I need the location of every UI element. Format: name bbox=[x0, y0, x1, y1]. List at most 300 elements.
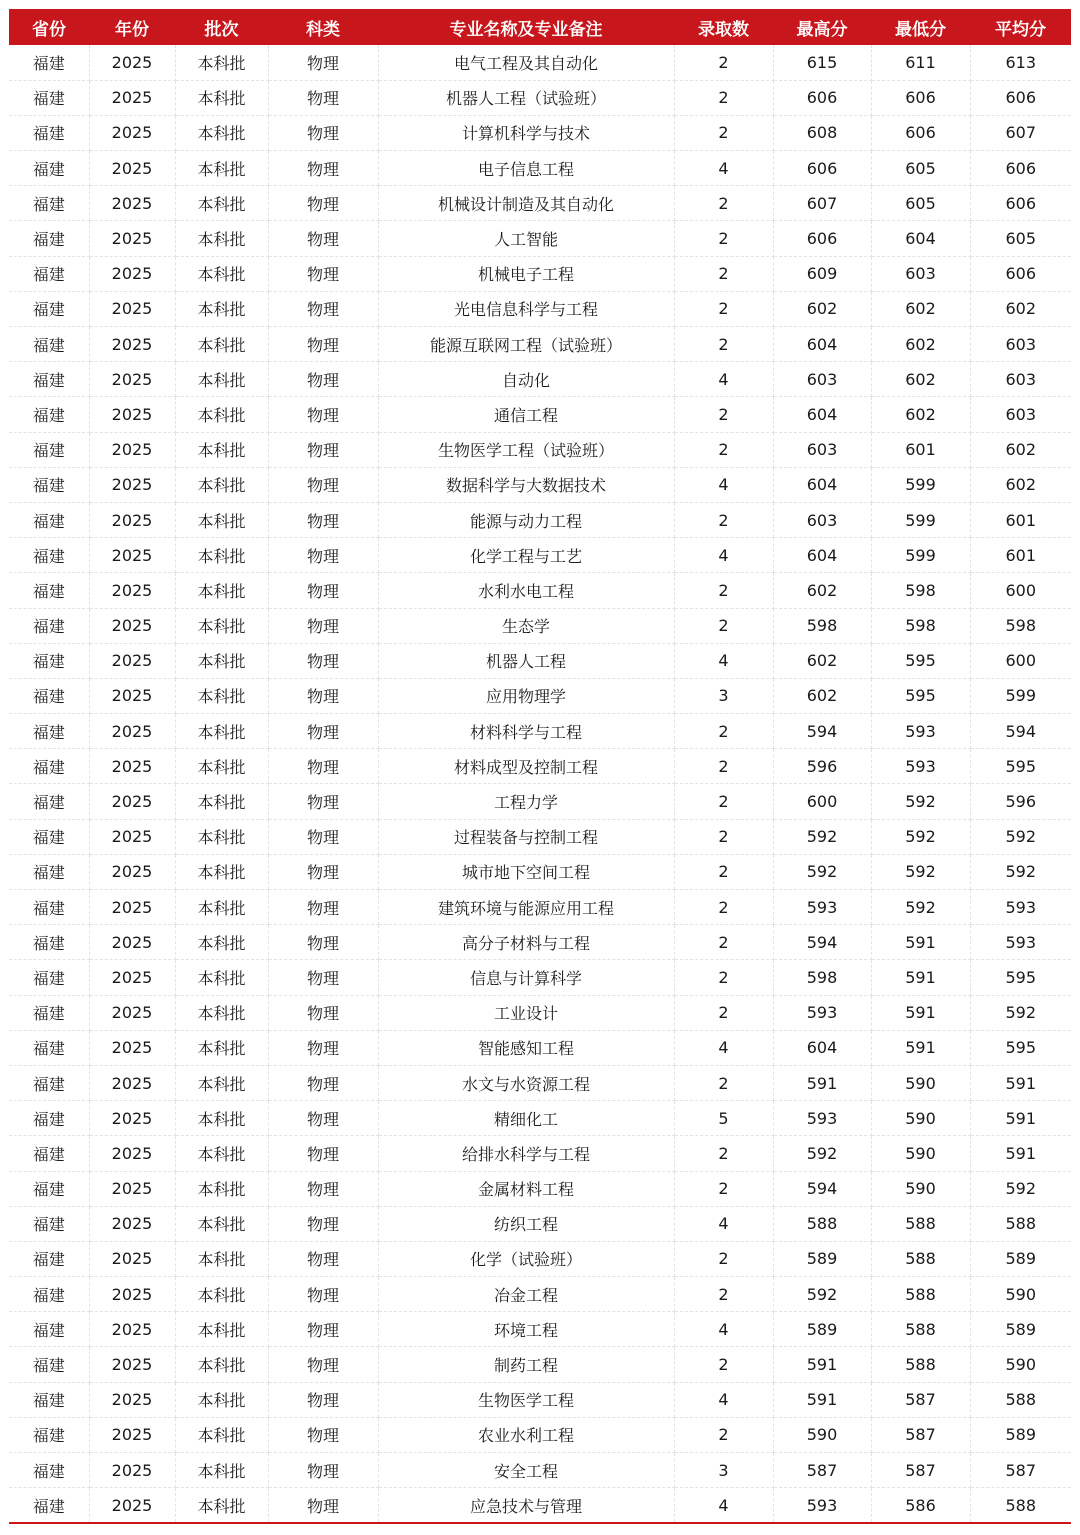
cell-subject-category: 物理 bbox=[268, 784, 378, 819]
cell-subject-category: 物理 bbox=[268, 1453, 378, 1488]
table-row bbox=[9, 960, 1071, 995]
table-row bbox=[9, 573, 1071, 608]
cell-max-score: 602 bbox=[773, 291, 871, 326]
cell-province: 福建 bbox=[9, 854, 89, 889]
cell-province: 福建 bbox=[9, 1382, 89, 1417]
cell-year: 2025 bbox=[89, 1453, 175, 1488]
cell-admission-count: 2 bbox=[674, 925, 773, 960]
cell-min-score: 588 bbox=[871, 1241, 970, 1276]
cell-subject-category: 物理 bbox=[268, 890, 378, 925]
cell-year: 2025 bbox=[89, 1030, 175, 1065]
cell-year: 2025 bbox=[89, 643, 175, 678]
cell-batch: 本科批 bbox=[175, 1030, 268, 1065]
cell-min-score: 593 bbox=[871, 714, 970, 749]
cell-avg-score: 590 bbox=[970, 1277, 1071, 1312]
cell-max-score: 589 bbox=[773, 1312, 871, 1347]
cell-major-name: 高分子材料与工程 bbox=[378, 925, 674, 960]
cell-avg-score: 590 bbox=[970, 1347, 1071, 1382]
cell-avg-score: 606 bbox=[970, 151, 1071, 186]
cell-major-name: 水利水电工程 bbox=[378, 573, 674, 608]
cell-max-score: 593 bbox=[773, 995, 871, 1030]
cell-avg-score: 595 bbox=[970, 749, 1071, 784]
cell-major-name: 应用物理学 bbox=[378, 678, 674, 713]
cell-admission-count: 4 bbox=[674, 1382, 773, 1417]
cell-province: 福建 bbox=[9, 1101, 89, 1136]
cell-major-name: 材料科学与工程 bbox=[378, 714, 674, 749]
cell-province: 福建 bbox=[9, 256, 89, 291]
cell-batch: 本科批 bbox=[175, 608, 268, 643]
cell-batch: 本科批 bbox=[175, 573, 268, 608]
cell-major-name: 化学（试验班） bbox=[378, 1241, 674, 1276]
cell-batch: 本科批 bbox=[175, 80, 268, 115]
cell-min-score: 590 bbox=[871, 1171, 970, 1206]
cell-subject-category: 物理 bbox=[268, 1488, 378, 1523]
cell-admission-count: 2 bbox=[674, 1241, 773, 1276]
cell-year: 2025 bbox=[89, 327, 175, 362]
cell-max-score: 593 bbox=[773, 1101, 871, 1136]
cell-major-name: 电子信息工程 bbox=[378, 151, 674, 186]
cell-min-score: 599 bbox=[871, 538, 970, 573]
cell-year: 2025 bbox=[89, 819, 175, 854]
cell-province: 福建 bbox=[9, 890, 89, 925]
cell-major-name: 工业设计 bbox=[378, 995, 674, 1030]
cell-major-name: 人工智能 bbox=[378, 221, 674, 256]
cell-year: 2025 bbox=[89, 1065, 175, 1100]
cell-subject-category: 物理 bbox=[268, 714, 378, 749]
table-row bbox=[9, 1417, 1071, 1452]
cell-batch: 本科批 bbox=[175, 784, 268, 819]
cell-max-score: 592 bbox=[773, 819, 871, 854]
cell-year: 2025 bbox=[89, 186, 175, 221]
cell-subject-category: 物理 bbox=[268, 538, 378, 573]
cell-min-score: 606 bbox=[871, 115, 970, 150]
table-row bbox=[9, 1312, 1071, 1347]
cell-min-score: 606 bbox=[871, 80, 970, 115]
cell-province: 福建 bbox=[9, 1347, 89, 1382]
cell-avg-score: 602 bbox=[970, 432, 1071, 467]
cell-admission-count: 2 bbox=[674, 960, 773, 995]
cell-subject-category: 物理 bbox=[268, 925, 378, 960]
cell-year: 2025 bbox=[89, 362, 175, 397]
cell-avg-score: 603 bbox=[970, 362, 1071, 397]
cell-year: 2025 bbox=[89, 854, 175, 889]
cell-province: 福建 bbox=[9, 1206, 89, 1241]
cell-subject-category: 物理 bbox=[268, 186, 378, 221]
cell-avg-score: 592 bbox=[970, 819, 1071, 854]
cell-min-score: 593 bbox=[871, 749, 970, 784]
cell-subject-category: 物理 bbox=[268, 1312, 378, 1347]
header-max-score: 最高分 bbox=[796, 19, 848, 40]
cell-batch: 本科批 bbox=[175, 1347, 268, 1382]
header-batch: 批次 bbox=[204, 19, 239, 40]
cell-year: 2025 bbox=[89, 925, 175, 960]
cell-batch: 本科批 bbox=[175, 362, 268, 397]
cell-batch: 本科批 bbox=[175, 960, 268, 995]
cell-major-name: 电气工程及其自动化 bbox=[378, 45, 674, 80]
header-subject-category: 科类 bbox=[306, 19, 340, 40]
cell-min-score: 592 bbox=[871, 890, 970, 925]
cell-min-score: 592 bbox=[871, 784, 970, 819]
cell-max-score: 591 bbox=[773, 1382, 871, 1417]
cell-major-name: 机械设计制造及其自动化 bbox=[378, 186, 674, 221]
cell-min-score: 603 bbox=[871, 256, 970, 291]
cell-province: 福建 bbox=[9, 1453, 89, 1488]
table-row bbox=[9, 784, 1071, 819]
cell-admission-count: 4 bbox=[674, 538, 773, 573]
cell-admission-count: 4 bbox=[674, 1312, 773, 1347]
cell-avg-score: 603 bbox=[970, 397, 1071, 432]
table-header bbox=[9, 9, 1071, 45]
cell-max-score: 604 bbox=[773, 538, 871, 573]
cell-year: 2025 bbox=[89, 432, 175, 467]
cell-province: 福建 bbox=[9, 678, 89, 713]
table-row bbox=[9, 1347, 1071, 1382]
cell-year: 2025 bbox=[89, 1206, 175, 1241]
cell-max-score: 594 bbox=[773, 714, 871, 749]
cell-avg-score: 591 bbox=[970, 1136, 1071, 1171]
cell-max-score: 607 bbox=[773, 186, 871, 221]
cell-batch: 本科批 bbox=[175, 1312, 268, 1347]
cell-major-name: 过程装备与控制工程 bbox=[378, 819, 674, 854]
cell-major-name: 建筑环境与能源应用工程 bbox=[378, 890, 674, 925]
cell-min-score: 591 bbox=[871, 960, 970, 995]
cell-max-score: 593 bbox=[773, 1488, 871, 1523]
cell-province: 福建 bbox=[9, 608, 89, 643]
cell-min-score: 592 bbox=[871, 819, 970, 854]
cell-max-score: 598 bbox=[773, 960, 871, 995]
cell-admission-count: 4 bbox=[674, 1030, 773, 1065]
cell-max-score: 603 bbox=[773, 502, 871, 537]
cell-year: 2025 bbox=[89, 995, 175, 1030]
cell-province: 福建 bbox=[9, 1030, 89, 1065]
cell-max-score: 589 bbox=[773, 1241, 871, 1276]
cell-max-score: 598 bbox=[773, 608, 871, 643]
table-row bbox=[9, 1101, 1071, 1136]
cell-avg-score: 600 bbox=[970, 573, 1071, 608]
cell-subject-category: 物理 bbox=[268, 80, 378, 115]
cell-batch: 本科批 bbox=[175, 1417, 268, 1452]
cell-avg-score: 594 bbox=[970, 714, 1071, 749]
cell-major-name: 机器人工程（试验班） bbox=[378, 80, 674, 115]
cell-batch: 本科批 bbox=[175, 925, 268, 960]
cell-subject-category: 物理 bbox=[268, 362, 378, 397]
cell-max-score: 592 bbox=[773, 854, 871, 889]
header-min-score: 最低分 bbox=[895, 19, 946, 40]
cell-major-name: 计算机科学与技术 bbox=[378, 115, 674, 150]
cell-province: 福建 bbox=[9, 467, 89, 502]
cell-province: 福建 bbox=[9, 221, 89, 256]
table-row bbox=[9, 256, 1071, 291]
cell-year: 2025 bbox=[89, 221, 175, 256]
cell-max-score: 603 bbox=[773, 362, 871, 397]
cell-batch: 本科批 bbox=[175, 714, 268, 749]
header-major-name: 专业名称及专业备注 bbox=[449, 19, 603, 40]
cell-batch: 本科批 bbox=[175, 327, 268, 362]
table-row bbox=[9, 502, 1071, 537]
table-row bbox=[9, 186, 1071, 221]
cell-min-score: 588 bbox=[871, 1277, 970, 1312]
table-row bbox=[9, 608, 1071, 643]
cell-batch: 本科批 bbox=[175, 678, 268, 713]
cell-batch: 本科批 bbox=[175, 1065, 268, 1100]
cell-admission-count: 2 bbox=[674, 1277, 773, 1312]
cell-min-score: 591 bbox=[871, 995, 970, 1030]
cell-avg-score: 592 bbox=[970, 1171, 1071, 1206]
cell-subject-category: 物理 bbox=[268, 467, 378, 502]
cell-major-name: 信息与计算科学 bbox=[378, 960, 674, 995]
cell-year: 2025 bbox=[89, 256, 175, 291]
cell-batch: 本科批 bbox=[175, 115, 268, 150]
cell-subject-category: 物理 bbox=[268, 1382, 378, 1417]
cell-admission-count: 2 bbox=[674, 854, 773, 889]
cell-year: 2025 bbox=[89, 784, 175, 819]
cell-min-score: 611 bbox=[871, 45, 970, 80]
cell-province: 福建 bbox=[9, 397, 89, 432]
cell-max-score: 591 bbox=[773, 1065, 871, 1100]
cell-year: 2025 bbox=[89, 1347, 175, 1382]
cell-province: 福建 bbox=[9, 1417, 89, 1452]
table-row bbox=[9, 1488, 1071, 1523]
cell-admission-count: 4 bbox=[674, 643, 773, 678]
cell-year: 2025 bbox=[89, 1171, 175, 1206]
cell-batch: 本科批 bbox=[175, 291, 268, 326]
cell-batch: 本科批 bbox=[175, 854, 268, 889]
cell-subject-category: 物理 bbox=[268, 1206, 378, 1241]
cell-admission-count: 2 bbox=[674, 1171, 773, 1206]
cell-major-name: 纺织工程 bbox=[378, 1206, 674, 1241]
cell-avg-score: 601 bbox=[970, 502, 1071, 537]
header-avg-score: 平均分 bbox=[995, 19, 1046, 40]
cell-subject-category: 物理 bbox=[268, 995, 378, 1030]
cell-avg-score: 605 bbox=[970, 221, 1071, 256]
cell-year: 2025 bbox=[89, 45, 175, 80]
cell-max-score: 602 bbox=[773, 573, 871, 608]
cell-admission-count: 4 bbox=[674, 1488, 773, 1523]
cell-major-name: 应急技术与管理 bbox=[378, 1488, 674, 1523]
table-row bbox=[9, 714, 1071, 749]
cell-min-score: 601 bbox=[871, 432, 970, 467]
cell-province: 福建 bbox=[9, 1171, 89, 1206]
cell-major-name: 材料成型及控制工程 bbox=[378, 749, 674, 784]
cell-max-score: 606 bbox=[773, 80, 871, 115]
cell-min-score: 602 bbox=[871, 397, 970, 432]
cell-batch: 本科批 bbox=[175, 221, 268, 256]
cell-subject-category: 物理 bbox=[268, 1101, 378, 1136]
cell-admission-count: 2 bbox=[674, 1417, 773, 1452]
cell-year: 2025 bbox=[89, 1312, 175, 1347]
cell-province: 福建 bbox=[9, 1488, 89, 1523]
cell-max-score: 594 bbox=[773, 1171, 871, 1206]
cell-avg-score: 606 bbox=[970, 80, 1071, 115]
cell-admission-count: 2 bbox=[674, 1347, 773, 1382]
cell-admission-count: 2 bbox=[674, 573, 773, 608]
cell-major-name: 自动化 bbox=[378, 362, 674, 397]
cell-min-score: 587 bbox=[871, 1382, 970, 1417]
cell-subject-category: 物理 bbox=[268, 327, 378, 362]
cell-year: 2025 bbox=[89, 890, 175, 925]
admission-score-table bbox=[9, 9, 1071, 1524]
cell-province: 福建 bbox=[9, 643, 89, 678]
cell-province: 福建 bbox=[9, 784, 89, 819]
cell-batch: 本科批 bbox=[175, 890, 268, 925]
cell-avg-score: 606 bbox=[970, 256, 1071, 291]
cell-avg-score: 589 bbox=[970, 1241, 1071, 1276]
cell-max-score: 604 bbox=[773, 397, 871, 432]
cell-province: 福建 bbox=[9, 819, 89, 854]
table-row bbox=[9, 678, 1071, 713]
cell-avg-score: 613 bbox=[970, 45, 1071, 80]
cell-major-name: 给排水科学与工程 bbox=[378, 1136, 674, 1171]
cell-min-score: 590 bbox=[871, 1101, 970, 1136]
table-row bbox=[9, 1136, 1071, 1171]
cell-major-name: 制药工程 bbox=[378, 1347, 674, 1382]
cell-subject-category: 物理 bbox=[268, 115, 378, 150]
cell-avg-score: 593 bbox=[970, 890, 1071, 925]
cell-batch: 本科批 bbox=[175, 1277, 268, 1312]
cell-max-score: 602 bbox=[773, 678, 871, 713]
cell-admission-count: 2 bbox=[674, 1136, 773, 1171]
table-row bbox=[9, 151, 1071, 186]
cell-province: 福建 bbox=[9, 432, 89, 467]
cell-province: 福建 bbox=[9, 291, 89, 326]
table-row bbox=[9, 397, 1071, 432]
cell-year: 2025 bbox=[89, 1417, 175, 1452]
cell-year: 2025 bbox=[89, 397, 175, 432]
cell-admission-count: 2 bbox=[674, 608, 773, 643]
cell-max-score: 600 bbox=[773, 784, 871, 819]
cell-max-score: 590 bbox=[773, 1417, 871, 1452]
cell-province: 福建 bbox=[9, 115, 89, 150]
cell-year: 2025 bbox=[89, 608, 175, 643]
cell-avg-score: 599 bbox=[970, 678, 1071, 713]
cell-major-name: 能源互联网工程（试验班） bbox=[378, 327, 674, 362]
cell-year: 2025 bbox=[89, 1488, 175, 1523]
cell-province: 福建 bbox=[9, 80, 89, 115]
table-row bbox=[9, 1065, 1071, 1100]
cell-max-score: 604 bbox=[773, 1030, 871, 1065]
cell-max-score: 603 bbox=[773, 432, 871, 467]
cell-min-score: 587 bbox=[871, 1453, 970, 1488]
cell-avg-score: 592 bbox=[970, 854, 1071, 889]
cell-max-score: 608 bbox=[773, 115, 871, 150]
cell-major-name: 生物医学工程 bbox=[378, 1382, 674, 1417]
cell-batch: 本科批 bbox=[175, 1382, 268, 1417]
cell-major-name: 化学工程与工艺 bbox=[378, 538, 674, 573]
cell-avg-score: 593 bbox=[970, 925, 1071, 960]
cell-batch: 本科批 bbox=[175, 819, 268, 854]
cell-max-score: 606 bbox=[773, 151, 871, 186]
cell-major-name: 安全工程 bbox=[378, 1453, 674, 1488]
cell-batch: 本科批 bbox=[175, 45, 268, 80]
cell-year: 2025 bbox=[89, 1241, 175, 1276]
cell-subject-category: 物理 bbox=[268, 678, 378, 713]
cell-major-name: 机械电子工程 bbox=[378, 256, 674, 291]
cell-admission-count: 2 bbox=[674, 890, 773, 925]
cell-max-score: 592 bbox=[773, 1136, 871, 1171]
cell-max-score: 588 bbox=[773, 1206, 871, 1241]
cell-admission-count: 2 bbox=[674, 80, 773, 115]
cell-subject-category: 物理 bbox=[268, 432, 378, 467]
cell-avg-score: 588 bbox=[970, 1488, 1071, 1523]
cell-year: 2025 bbox=[89, 502, 175, 537]
cell-subject-category: 物理 bbox=[268, 45, 378, 80]
cell-admission-count: 2 bbox=[674, 784, 773, 819]
cell-year: 2025 bbox=[89, 1277, 175, 1312]
cell-province: 福建 bbox=[9, 186, 89, 221]
cell-batch: 本科批 bbox=[175, 1136, 268, 1171]
table-row bbox=[9, 1453, 1071, 1488]
cell-year: 2025 bbox=[89, 467, 175, 502]
cell-province: 福建 bbox=[9, 151, 89, 186]
cell-min-score: 588 bbox=[871, 1206, 970, 1241]
header-year: 年份 bbox=[115, 19, 149, 40]
cell-year: 2025 bbox=[89, 1101, 175, 1136]
cell-subject-category: 物理 bbox=[268, 1417, 378, 1452]
cell-year: 2025 bbox=[89, 291, 175, 326]
cell-avg-score: 591 bbox=[970, 1101, 1071, 1136]
table-row bbox=[9, 1382, 1071, 1417]
cell-admission-count: 2 bbox=[674, 186, 773, 221]
cell-subject-category: 物理 bbox=[268, 1241, 378, 1276]
table-row bbox=[9, 80, 1071, 115]
cell-avg-score: 598 bbox=[970, 608, 1071, 643]
cell-batch: 本科批 bbox=[175, 256, 268, 291]
cell-year: 2025 bbox=[89, 1136, 175, 1171]
cell-admission-count: 2 bbox=[674, 397, 773, 432]
table-row bbox=[9, 221, 1071, 256]
cell-min-score: 598 bbox=[871, 573, 970, 608]
cell-year: 2025 bbox=[89, 714, 175, 749]
cell-major-name: 精细化工 bbox=[378, 1101, 674, 1136]
cell-subject-category: 物理 bbox=[268, 291, 378, 326]
cell-subject-category: 物理 bbox=[268, 1277, 378, 1312]
cell-avg-score: 600 bbox=[970, 643, 1071, 678]
cell-max-score: 606 bbox=[773, 221, 871, 256]
cell-admission-count: 4 bbox=[674, 362, 773, 397]
cell-province: 福建 bbox=[9, 45, 89, 80]
cell-avg-score: 591 bbox=[970, 1065, 1071, 1100]
cell-batch: 本科批 bbox=[175, 1206, 268, 1241]
table-row bbox=[9, 115, 1071, 150]
cell-major-name: 生物医学工程（试验班） bbox=[378, 432, 674, 467]
cell-min-score: 591 bbox=[871, 925, 970, 960]
cell-avg-score: 588 bbox=[970, 1206, 1071, 1241]
cell-avg-score: 596 bbox=[970, 784, 1071, 819]
cell-year: 2025 bbox=[89, 960, 175, 995]
cell-batch: 本科批 bbox=[175, 749, 268, 784]
cell-subject-category: 物理 bbox=[268, 854, 378, 889]
cell-avg-score: 589 bbox=[970, 1417, 1071, 1452]
cell-admission-count: 2 bbox=[674, 45, 773, 80]
cell-subject-category: 物理 bbox=[268, 1171, 378, 1206]
cell-province: 福建 bbox=[9, 1065, 89, 1100]
cell-max-score: 602 bbox=[773, 643, 871, 678]
cell-avg-score: 592 bbox=[970, 995, 1071, 1030]
cell-batch: 本科批 bbox=[175, 1453, 268, 1488]
cell-admission-count: 2 bbox=[674, 749, 773, 784]
cell-min-score: 590 bbox=[871, 1136, 970, 1171]
cell-admission-count: 3 bbox=[674, 678, 773, 713]
cell-min-score: 588 bbox=[871, 1312, 970, 1347]
cell-year: 2025 bbox=[89, 80, 175, 115]
cell-max-score: 594 bbox=[773, 925, 871, 960]
cell-batch: 本科批 bbox=[175, 1488, 268, 1523]
cell-min-score: 599 bbox=[871, 502, 970, 537]
cell-min-score: 602 bbox=[871, 327, 970, 362]
cell-major-name: 冶金工程 bbox=[378, 1277, 674, 1312]
cell-max-score: 587 bbox=[773, 1453, 871, 1488]
cell-admission-count: 2 bbox=[674, 327, 773, 362]
